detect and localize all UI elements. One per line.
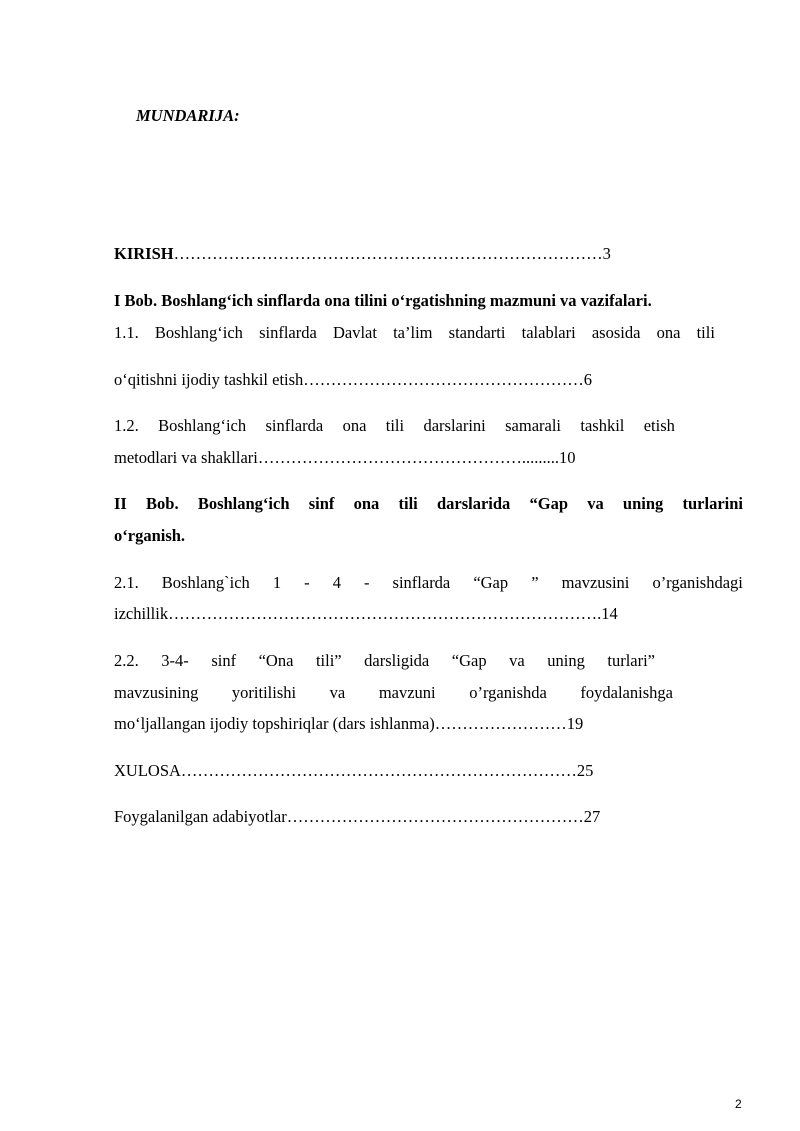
toc-item-2-2-line1 xyxy=(114,651,655,671)
toc-chapter-2-line1 xyxy=(114,494,743,514)
toc-entry-kirish-label: KIRISH xyxy=(114,244,174,263)
toc-word: 1.2. xyxy=(114,416,139,435)
toc-word: “Gap xyxy=(451,651,487,670)
toc-word: Boshlang‘ich xyxy=(154,323,243,342)
toc-entry-kirish-page: 3 xyxy=(602,244,611,263)
toc-word: II xyxy=(114,494,127,513)
toc-word: “Gap xyxy=(529,494,569,513)
toc-word: etish xyxy=(643,416,675,435)
toc-item-1-1-line1 xyxy=(114,323,715,343)
toc-word: “Gap xyxy=(473,573,509,592)
toc-word: tili xyxy=(398,494,418,513)
toc-word: “Ona xyxy=(258,651,294,670)
toc-chapter-2-line2: o‘rganish. xyxy=(114,526,186,545)
toc-entry-kirish xyxy=(114,244,611,264)
toc-word: - xyxy=(363,573,370,592)
toc-word: 1 xyxy=(272,573,282,592)
toc-word: va xyxy=(587,494,604,513)
toc-word: sinflarda xyxy=(265,416,324,435)
toc-word: standarti xyxy=(448,323,506,342)
toc-chapter-1: I Bob. Boshlang‘ich sinflarda ona tilini o‘rgatishning mazmuni va vazifalari. xyxy=(114,291,652,310)
toc-word: mavzuni xyxy=(378,683,436,702)
toc-item-2-1-line1 xyxy=(114,573,743,593)
toc-word: sinf xyxy=(308,494,335,513)
toc-item-2-1-line2: izchillik…………………………………………………………………….14 xyxy=(114,604,618,623)
toc-word: turlari” xyxy=(607,651,655,670)
toc-word: mavzusining xyxy=(114,683,199,702)
toc-word: darslarini xyxy=(423,416,486,435)
toc-word: o’rganishda xyxy=(469,683,547,702)
toc-word: talablari xyxy=(521,323,576,342)
toc-word: tili xyxy=(385,416,405,435)
toc-word: samarali xyxy=(505,416,562,435)
toc-word: ta’lim xyxy=(393,323,433,342)
toc-word: ” xyxy=(531,573,539,592)
toc-word: ona xyxy=(342,416,367,435)
toc-word: Boshlang‘ich xyxy=(197,494,290,513)
toc-item-2-2-line3: mo‘ljallangan ijodiy topshiriqlar (dars ishlanma)……………………19 xyxy=(114,714,584,733)
toc-word: sinflarda xyxy=(259,323,317,342)
toc-word: tili xyxy=(696,323,715,342)
toc-word: Bob. xyxy=(146,494,179,513)
toc-word: foydalanishga xyxy=(580,683,673,702)
toc-word: mavzusini xyxy=(561,573,630,592)
toc-word: va xyxy=(509,651,525,670)
toc-word: tili” xyxy=(315,651,342,670)
toc-word: va xyxy=(329,683,346,702)
toc-word: ona xyxy=(353,494,380,513)
toc-item-1-1-line2: o‘qitishni ijodiy tashkil etish……………………………………………6 xyxy=(114,370,593,389)
toc-word: 3-4- xyxy=(161,651,189,670)
toc-entry-kirish-dots: …………………………………………………………………… xyxy=(173,244,603,263)
toc-word: uning xyxy=(547,651,585,670)
toc-title: MUNDARIJA: xyxy=(136,106,240,125)
page-number: 2 xyxy=(735,1097,742,1111)
toc-word: ona xyxy=(656,323,681,342)
toc-item-1-2-line2: metodlari va shakllari………………………………………….........10 xyxy=(114,448,576,467)
toc-word: - xyxy=(304,573,310,592)
toc-item-2-2-line2 xyxy=(114,683,673,703)
toc-word: Boshlang`ich xyxy=(161,573,250,592)
toc-item-1-2-line1 xyxy=(114,416,675,436)
toc-entry-adabiyotlar: Foygalanilgan adabiyotlar………………………………………………27 xyxy=(114,807,601,826)
toc-word: uning xyxy=(622,494,664,513)
toc-word: 4 xyxy=(332,573,341,592)
toc-word: darsligida xyxy=(364,651,430,670)
toc-word: darslarida xyxy=(436,494,511,513)
toc-word: Davlat xyxy=(332,323,377,342)
toc-word: asosida xyxy=(591,323,641,342)
toc-word: 1.1. xyxy=(114,323,139,342)
toc-word: turlarini xyxy=(682,494,743,513)
toc-entry-xulosa: XULOSA………………………………………………………………25 xyxy=(114,761,594,780)
toc-word: o’rganishdagi xyxy=(652,573,743,592)
toc-word: sinflarda xyxy=(392,573,451,592)
toc-word: tashkil xyxy=(580,416,625,435)
toc-word: Boshlang‘ich xyxy=(158,416,247,435)
toc-word: 2.2. xyxy=(114,651,139,670)
toc-word: 2.1. xyxy=(114,573,139,592)
toc-word: sinf xyxy=(211,651,237,670)
toc-word: yoritilishi xyxy=(231,683,297,702)
